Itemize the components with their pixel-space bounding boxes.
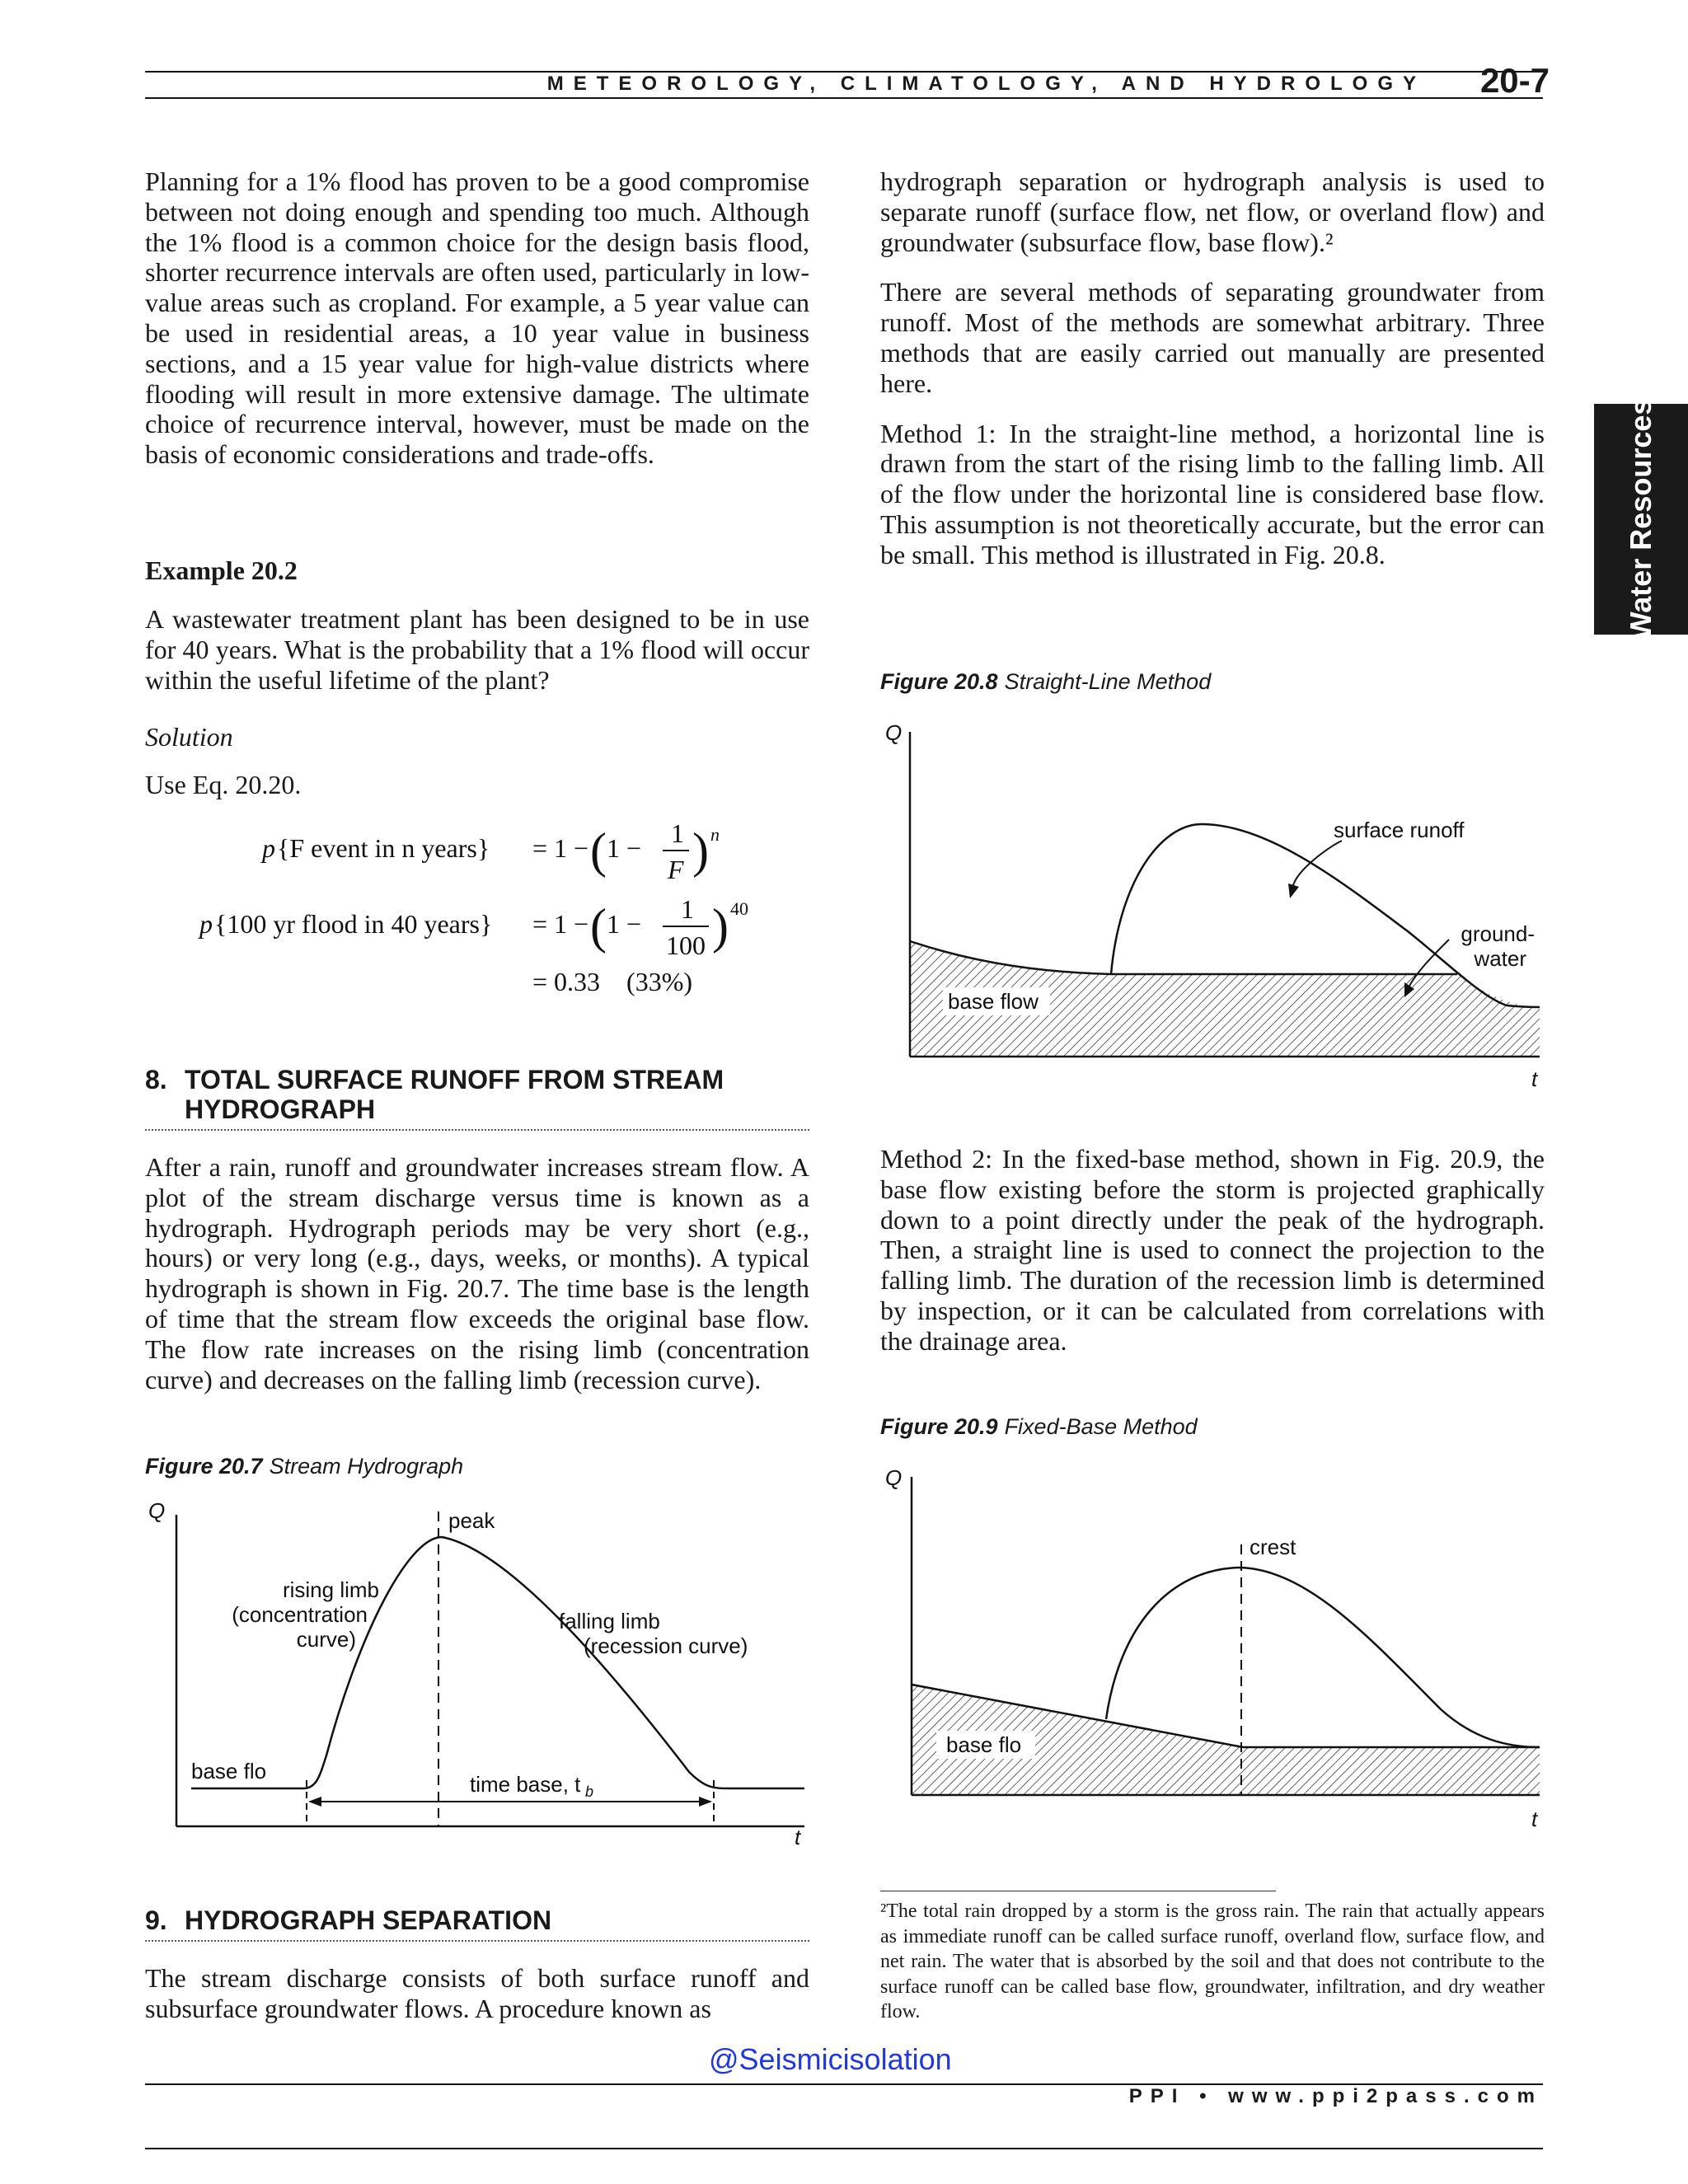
use-equation (145, 770, 809, 800)
fig8-axis-q: Q (885, 720, 903, 745)
use-equation-text: Use Eq. 20.20. (145, 770, 302, 799)
eq1-p: p (262, 833, 275, 863)
figure-20-8-caption (880, 669, 1545, 695)
figure-20-9-caption (880, 1414, 1545, 1440)
running-header: METEOROLOGY, CLIMATOLOGY, AND HYDROLOGY (546, 73, 1426, 95)
header-bottom-rule (145, 97, 1543, 99)
right-column-top (880, 166, 1545, 570)
eq2-p: p (199, 909, 213, 939)
fig7-label-peak: peak (448, 1508, 495, 1533)
eq1-lhs: {F event in n years} (277, 833, 490, 863)
solution-label: Solution (145, 722, 233, 752)
figure-20-8-label: Figure 20.8 (880, 669, 998, 694)
eq3-result: = 0.33 (33%) (532, 967, 693, 996)
section-8-title: TOTAL SURFACE RUNOFF FROM STREAM HYDROGRAPH (185, 1065, 724, 1124)
solution-block (145, 722, 809, 752)
eq2-exponent: 40 (730, 898, 748, 919)
paragraph-methods-intro: There are several methods of separating groundwater from runoff. Most of the methods are somewhat arbitrary. Three methods that are easily carried out manually are presented here. (880, 277, 1545, 398)
fig7-axis-t: t (795, 1825, 801, 1849)
side-tab-label: Water Resources (1624, 398, 1658, 640)
footer-bottom-rule (145, 2148, 1543, 2149)
eq1-numerator: 1 (671, 818, 684, 848)
footer-url: PPI • www.ppi2pass.com (1128, 2085, 1543, 2107)
fig8-axis-t: t (1531, 1066, 1538, 1091)
figure-20-9-label: Figure 20.9 (880, 1414, 998, 1439)
figure-20-9-title: Fixed-Base Method (1004, 1414, 1198, 1439)
eq1-denominator: F (668, 855, 684, 884)
paragraph-flood-planning: Planning for a 1% flood has proven to be a good compromise between not doing enough and spending too much. Although the 1% flood is a common choice for the design basis flood, shorter recurrence intervals are often used, particularly in low-value areas such as cropland. For example, a 5 year value can be used in residential areas, a 10 year value in business sections, and a 15 year value for high-value districts where flooding will result in more extensive damage. The ultimate choice of recurrence interval, however, must be made on the basis of economic considerations and trade-offs. (145, 166, 809, 470)
example-title: Example 20.2 (145, 555, 298, 585)
probability-equations (145, 816, 809, 1014)
eq2-close-paren: ) (712, 899, 729, 954)
section-8-number: 8. (145, 1065, 167, 1094)
paragraph-separation-continued: hydrograph separation or hydrograph analysis is used to separate runoff (surface flow, net flow, or overland flow) and groundwater (subsurface flow, base flow).² (880, 166, 1545, 257)
figure-20-8-straight-line-method (880, 717, 1545, 1096)
fig9-label-crest: crest (1250, 1535, 1296, 1559)
eq1-one-minus: 1 − (607, 833, 642, 863)
section-side-tab (1594, 398, 1688, 640)
eq2-denominator: 100 (666, 930, 706, 960)
fig7-hydrograph-curve (191, 1537, 804, 1788)
fig9-axis-t: t (1531, 1807, 1538, 1831)
left-column (145, 166, 809, 470)
fig8-runoff-pointer (1292, 841, 1342, 890)
section-9-title: HYDROGRAPH SEPARATION (185, 1905, 552, 1935)
eq2-open-paren: ( (590, 899, 607, 954)
figure-20-7-title: Stream Hydrograph (269, 1454, 464, 1479)
eq2-numerator: 1 (681, 894, 694, 924)
fig7-arrow-right (699, 1797, 712, 1807)
footnote: ²The total rain dropped by a storm is the gross rain. The rain that actually appears as immediate runoff can be called surface runoff, overland flow, surface flow, and net rain. The water that is absorbed by the soil and that does not contribute to the surface runoff can be called base flow, groundwater, infiltration, and dry weather flow. (880, 1900, 1545, 2022)
paragraph-hydrograph: After a rain, runoff and groundwater increases stream flow. A plot of the stream discharge versus time is known as a hydrograph. Hydrograph periods may be very short (e.g., hours) or very long (e.g., days, weeks, or months). A typical hydrograph is shown in Fig. 20.7. The time base is the length of time that the stream flow exceeds the original base flow. The flow rate increases on the rising limb (concentration curve) and decreases on the falling limb (recession curve). (145, 1152, 809, 1394)
fig7-arrow-left (308, 1797, 321, 1807)
fig9-label-base: base flo (946, 1732, 1022, 1757)
fig7-label-time-base: time base, t (470, 1772, 581, 1797)
eq2-one-minus: 1 − (607, 909, 642, 939)
fig8-label-ground-1: ground- (1461, 921, 1535, 946)
eq2-rhs: = 1 − (532, 909, 589, 939)
figure-20-7-label: Figure 20.7 (145, 1454, 263, 1479)
fig7-label-falling-1: falling limb (559, 1609, 660, 1633)
section-9-number: 9. (145, 1905, 167, 1935)
eq1-open-paren: ( (590, 823, 607, 878)
fig9-hydrograph-curve (1106, 1568, 1540, 1747)
example-block (145, 555, 809, 586)
section-9-heading (145, 1905, 809, 1942)
paragraph-separation: The stream discharge consists of both surface runoff and subsurface groundwater flows. A procedure known as (145, 1963, 809, 2023)
fig8-label-base-flow: base flow (948, 989, 1039, 1014)
figure-20-7-caption (145, 1454, 809, 1479)
example-text: A wastewater treatment plant has been designed to be in use for 40 years. What is the probability that a 1% flood will occur within the useful lifetime of the plant? (145, 604, 809, 695)
paragraph-method-1: Method 1: In the straight-line method, a horizontal line is drawn from the start of the rising limb to the falling limb. All of the flow under the horizontal line is considered base flow. This assumption is not theoretically accurate, but the error can be small. This method is illustrated in Fig. 20.8. (880, 418, 1545, 569)
method-2-paragraph (880, 1144, 1545, 1357)
figure-20-7-stream-hydrograph (145, 1500, 809, 1863)
fig8-runoff-arrowhead (1288, 883, 1299, 898)
watermark: @Seismicisolation (709, 2042, 952, 2076)
fig8-label-surface-runoff: surface runoff (1334, 818, 1465, 842)
fig7-label-time-base-sub: b (585, 1783, 594, 1800)
fig7-label-rising-1: rising limb (282, 1577, 379, 1602)
paragraph-method-2: Method 2: In the fixed-base method, shown in Fig. 20.9, the base flow existing before the storm is projected graphically down to a point directly under the peak of the hydrograph. Then, a straight line is used to connect the projection to the falling limb. The duration of the recession limb is determined by inspection, or it can be calculated from correlations with the drainage area. (880, 1144, 1545, 1356)
eq1-rhs: = 1 − (532, 833, 589, 863)
hydrograph-paragraph (145, 1152, 809, 1394)
eq1-exponent: n (710, 824, 720, 845)
fig7-axis-q: Q (148, 1500, 166, 1523)
figure-20-8-title: Straight-Line Method (1004, 669, 1212, 694)
separation-paragraph (145, 1963, 809, 2024)
fig7-label-base: base flo (191, 1759, 267, 1783)
fig8-label-ground-2: water (1474, 946, 1526, 971)
fig7-label-rising-3: curve) (296, 1627, 356, 1652)
figure-20-9-fixed-base-method (880, 1462, 1545, 1841)
section-8-heading (145, 1065, 809, 1131)
page-number: 20-7 (1479, 61, 1550, 100)
eq2-lhs: {100 yr flood in 40 years} (214, 909, 493, 939)
fig7-label-falling-2: (recession curve) (584, 1633, 748, 1658)
fig7-label-rising-2: (concentration (232, 1602, 368, 1627)
fig9-axis-q: Q (885, 1465, 903, 1490)
eq1-close-paren: ) (692, 823, 709, 878)
example-statement (145, 604, 809, 695)
